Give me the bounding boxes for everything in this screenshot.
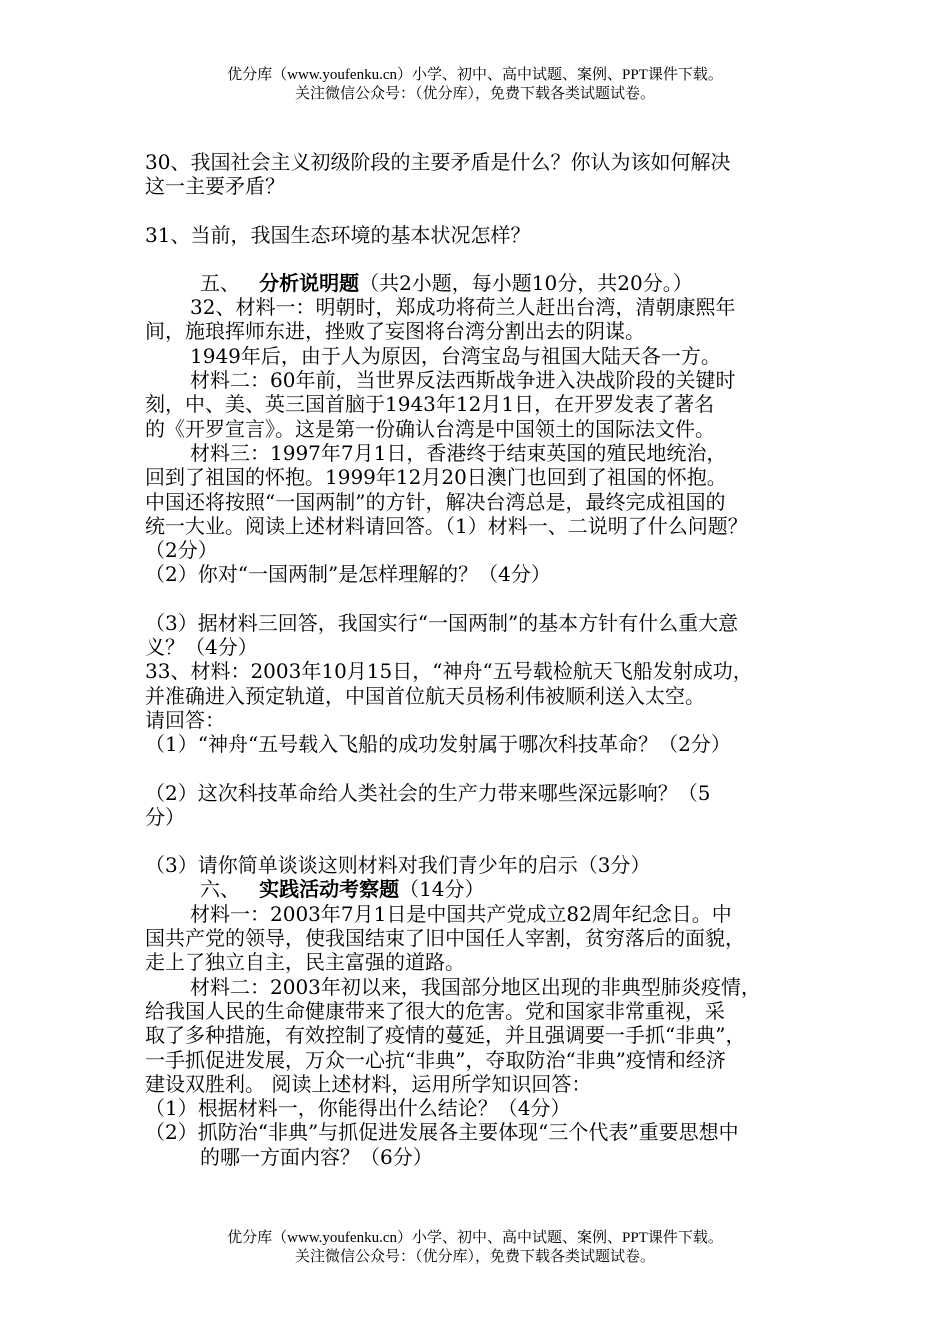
q34-line: 的哪一方面内容？（6分）	[200, 1144, 433, 1169]
header-line-2: 关注微信公众号：（优分库），免费下载各类试题试卷。	[294, 86, 655, 102]
section-6-title: 实践活动考察题	[259, 877, 400, 902]
section-5-title: 分析说明题	[259, 270, 360, 295]
q32-line: （3）据材料三回答，我国实行“一国两制”的基本方针有什么重大意	[145, 610, 739, 635]
document-body	[145, 150, 825, 1169]
q31-line-1: 31、当前，我国生态环境的基本状况怎样？	[145, 222, 531, 247]
q33-line: 请回答：	[145, 707, 225, 732]
q33-line: 并准确进入预定轨道，中国首位航天员杨利伟被顺利送入太空。	[145, 683, 705, 708]
q32-line: 统一大业。阅读上述材料请回答。（1）材料一、二说明了什么问题？	[145, 513, 748, 538]
q34-line: 取了多种措施，有效控制了疫情的蔓延，并且强调要一手抓“非典”，	[145, 1023, 746, 1048]
q32-line: 材料二：60年前，当世界反法西斯战争进入决战阶段的关键时	[190, 368, 736, 393]
section-5-heading	[145, 271, 825, 295]
question-30	[145, 150, 825, 199]
page-footer	[0, 1229, 950, 1267]
q34-line: 一手抓促进发展，万众一心抗“非典”，夺取防治“非典”疫情和经济	[145, 1047, 726, 1072]
q34-line: 走上了独立自主，民主富强的道路。	[145, 950, 465, 975]
q34-line: 建设双胜利。 阅读上述材料，运用所学知识回答：	[145, 1071, 592, 1096]
q33-line: （1）“神舟“五号载入飞船的成功发射属于哪次科技革命？（2分）	[145, 732, 731, 757]
question-33	[145, 659, 825, 877]
footer-line-2: 关注微信公众号：（优分库），免费下载各类试题试卷。	[294, 1249, 655, 1265]
section-5-note: （共2小题，每小题10分，共20分。）	[359, 270, 693, 295]
q34-line: 材料二：2003年初以来，我国部分地区出现的非典型肺炎疫情，	[190, 974, 761, 999]
page-header	[0, 66, 950, 104]
q30-line-2: 这一主要矛盾？	[145, 174, 285, 199]
q33-line: （2）这次科技革命给人类社会的生产力带来哪些深远影响？（5	[145, 780, 711, 805]
q34-line: （1）根据材料一，你能得出什么结论？（4分）	[145, 1096, 571, 1121]
q34-line: 材料一：2003年7月1日是中国共产党成立82周年纪念日。中	[190, 901, 732, 926]
q32-line: 刻，中、美、英三国首脑于1943年12月1日，在开罗发表了著名	[145, 392, 715, 417]
q32-line: 义？（4分）	[145, 635, 258, 660]
q32-line: 中国还将按照“一国两制”的方针，解决台湾总是，最终完成祖国的	[145, 489, 726, 514]
footer-line-1: 优分库（www.youfenku.cn）小学、初中、高中试题、案例、PPT课件下载。	[227, 1230, 723, 1246]
q30-line-1: 30、我国社会主义初级阶段的主要矛盾是什么？你认为该如何解决	[145, 150, 731, 174]
question-32	[145, 295, 825, 659]
question-31	[145, 223, 825, 247]
q34-line: （2）抓防治“非典”与抓促进发展各主要体现“三个代表”重要思想中	[145, 1120, 739, 1145]
q32-line: （2）你对“一国两制”是怎样理解的？（4分）	[145, 562, 551, 587]
section-6-note: （14分）	[399, 877, 485, 902]
q32-line: 回到了祖国的怀抱。1999年12月20日澳门也回到了祖国的怀抱。	[145, 465, 727, 490]
q33-line: （3）请你简单谈谈这则材料对我们青少年的启示（3分）	[145, 853, 651, 878]
q34-line: 给我国人民的生命健康带来了很大的危害。党和国家非常重视，采	[145, 998, 725, 1023]
q32-line: 间，施琅挥师东进，挫败了妄图将台湾分割出去的阴谋。	[145, 319, 645, 344]
q33-line: 33、材料：2003年10月15日，“神舟“五号载检航天飞船发射成功，	[145, 659, 753, 684]
header-line-1: 优分库（www.youfenku.cn）小学、初中、高中试题、案例、PPT课件下载。	[227, 67, 723, 83]
section-6-number: 六、	[200, 877, 240, 902]
q32-line: 材料三：1997年7月1日，香港终于结束英国的殖民地统治，	[190, 440, 727, 465]
q32-line: 32、材料一：明朝时，郑成功将荷兰人赶出台湾，清朝康熙年	[190, 295, 736, 320]
q32-line: 的《开罗宣言》。这是第一份确认台湾是中国领土的国际法文件。	[145, 416, 715, 441]
q32-line: 1949年后，由于人为原因，台湾宝岛与祖国大陆天各一方。	[190, 343, 721, 368]
q33-line: 分）	[145, 804, 185, 829]
q32-line: （2分）	[145, 538, 218, 563]
question-34	[145, 902, 825, 1169]
section-5-number: 五、	[200, 270, 240, 295]
q34-line: 国共产党的领导，使我国结束了旧中国任人宰割，贫穷落后的面貌，	[145, 926, 745, 951]
section-6-heading	[145, 877, 825, 901]
